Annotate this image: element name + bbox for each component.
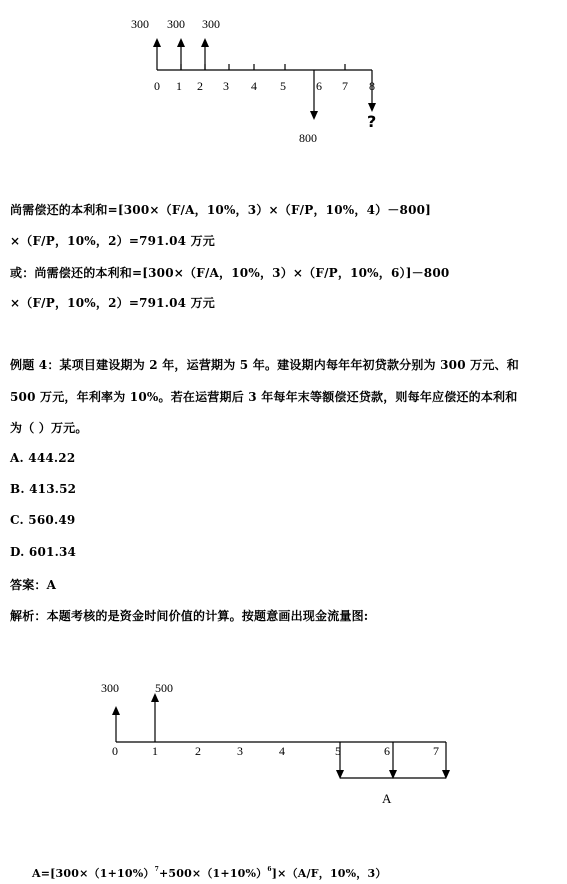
period-label: 1 xyxy=(176,79,182,93)
annuity-label: A xyxy=(382,791,392,806)
period-label: 3 xyxy=(237,744,243,758)
inflow-label: 300 xyxy=(131,17,149,31)
period-label: 1 xyxy=(152,744,158,758)
period-label: 7 xyxy=(342,79,348,93)
period-label: 6 xyxy=(384,744,390,758)
period-label: 4 xyxy=(251,79,257,93)
question-line: 例题 4：某项目建设期为 2 年，运营期为 5 年。建设期内每年年初贷款分别为 300 万元、和 xyxy=(10,358,519,372)
text-line: 尚需偿还的本利和=[300×（F/A，10%，3）×（F/P，10%，4）－800] xyxy=(10,203,432,217)
formula-line xyxy=(32,865,387,881)
answer-line: 答案：A xyxy=(10,578,57,592)
option-d: D. 601.34 xyxy=(10,545,77,559)
period-label: 3 xyxy=(223,79,229,93)
formula-part: +500×（1+10%） xyxy=(158,867,268,880)
inflow-label: 500 xyxy=(155,681,173,695)
question-line: 500 万元，年利率为 10%。若在运营期后 3 年每年末等额偿还贷款，则每年应偿还的本利和 xyxy=(10,390,518,404)
analysis-line: 解析：本题考核的是资金时间价值的计算。按题意画出现金流量图: xyxy=(10,609,369,623)
period-label: 6 xyxy=(316,79,322,93)
inflow-label: 300 xyxy=(101,681,119,695)
period-label: 8 xyxy=(369,79,375,93)
period-label: 0 xyxy=(112,744,118,758)
inflow-label: 300 xyxy=(167,17,185,31)
text-line: 或：尚需偿还的本利和=[300×（F/A，10%，3）×（F/P，10%，6）]－800 xyxy=(10,266,450,280)
text-line: ×（F/P，10%，2）=791.04 万元 xyxy=(10,296,215,310)
question-line: 为（ ）万元。 xyxy=(10,421,88,435)
exponent: 6 xyxy=(267,866,272,873)
option-c: C. 560.49 xyxy=(10,513,76,527)
option-b: B. 413.52 xyxy=(10,482,77,496)
period-label: 7 xyxy=(433,744,439,758)
cash-flow-diagram-2 xyxy=(0,670,567,820)
text-line: ×（F/P，10%，2）=791.04 万元 xyxy=(10,234,215,248)
formula-part: A=[300×（1+10%） xyxy=(32,867,155,880)
inflow-label: 300 xyxy=(202,17,220,31)
period-label: 4 xyxy=(279,744,285,758)
period-label: 2 xyxy=(195,744,201,758)
unknown-mark: ? xyxy=(367,112,377,131)
period-label: 5 xyxy=(280,79,286,93)
option-a: A. 444.22 xyxy=(10,451,76,465)
cash-flow-diagram-1 xyxy=(0,0,567,160)
exponent: 7 xyxy=(154,866,159,873)
period-label: 0 xyxy=(154,79,160,93)
period-label: 5 xyxy=(335,744,341,758)
outflow-label: 800 xyxy=(299,131,317,145)
formula-part: ]×（A/F，10%，3） xyxy=(271,867,387,880)
period-label: 2 xyxy=(197,79,203,93)
